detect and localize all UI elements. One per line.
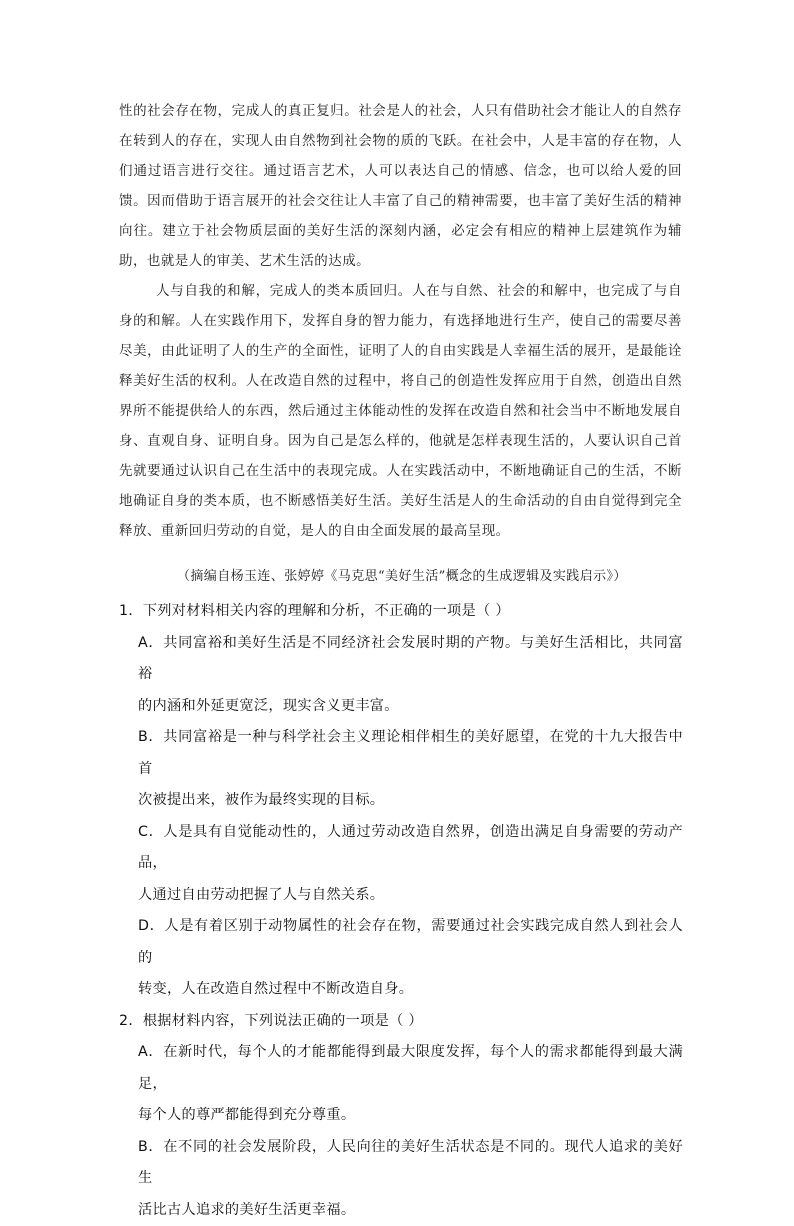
option-text: B．在不同的社会发展阶段，人民向往的美好生活状态是不同的。现代人追求的美好生 [138, 1139, 683, 1187]
question-stem: 2．根据材料内容，下列说法正确的一项是（ ） [119, 1006, 709, 1038]
option-text: A．在新时代，每个人的才能都能得到最大限度发挥，每个人的需求都能得到最大满足， [138, 1044, 683, 1092]
passage-paragraph-1: 性的社会存在物，完成人的真正复归。社会是人的社会，人只有借助社会才能让人的自然存在转到人的存在，实现人由自然物到社会物的质的飞跃。在社会中，人是丰富的存在物，人们通过语言进行交往。通过语言艺术，人可以表达自己的情感、信念，也可以给人爱的回馈。因而借助于语言展开的社会交往让人丰富了自己的精神需要，也丰富了美好生活的精神向往。建立于社会物质层面的美好生活的深刻内涵，必定会有相应的精神上层建筑作为辅助，也就是人的审美、艺术生活的达成。 [119, 96, 682, 276]
option-a [138, 1037, 683, 1132]
option-a [138, 628, 683, 723]
option-text-continued: 活比古人追求的美好生活更幸福。 [138, 1195, 683, 1226]
option-text-continued: 人通过自由劳动把握了人与自然关系。 [138, 880, 683, 912]
question-stem: 1．下列对材料相关内容的理解和分析，不正确的一项是（ ） [119, 596, 709, 628]
option-text-continued: 每个人的尊严都能得到充分尊重。 [138, 1100, 683, 1132]
option-b [138, 1132, 683, 1226]
questions-section [119, 596, 709, 1226]
option-d [138, 911, 683, 1006]
reading-passage [119, 96, 682, 546]
source-citation: （摘编自杨玉连、张婷婷《马克思“美好生活”概念的生成逻辑及实践启示》） [177, 565, 697, 584]
option-text: D．人是有着区别于动物属性的社会存在物，需要通过社会实践完成自然人到社会人的 [138, 918, 683, 966]
question-1 [119, 596, 709, 1006]
question-2 [119, 1006, 709, 1226]
option-b [138, 722, 683, 817]
option-text-continued: 次被提出来，被作为最终实现的目标。 [138, 785, 683, 817]
passage-paragraph-2: 人与自我的和解，完成人的类本质回归。人在与自然、社会的和解中，也完成了与自身的和解。人在实践作用下，发挥自身的智力能力，有选择地进行生产，使自己的需要尽善尽美，由此证明了人的生产的全面性，证明了人的自由实践是人幸福生活的展开，是最能诠释美好生活的权利。人在改造自然的过程中，将自己的创造性发挥应用于自然，创造出自然界所不能提供给人的东西，然后通过主体能动性的发挥在改造自然和社会当中不断地发展自身、直观自身、证明自身。因为自己是怎么样的，他就是怎样表现生活的，人要认识自己首先就要通过认识自己在生活中的表现完成。人在实践活动中，不断地确证自己的生活，不断地确证自身的类本质，也不断感悟美好生活。美好生活是人的生命活动的自由自觉得到完全释放、重新回归劳动的自觉，是人的自由全面发展的最高呈现。 [119, 276, 682, 546]
option-text: C．人是具有自觉能动性的，人通过劳动改造自然界，创造出满足自身需要的劳动产品， [138, 824, 683, 872]
option-text-continued: 的内涵和外延更宽泛，现实含义更丰富。 [138, 691, 683, 723]
option-c [138, 817, 683, 912]
option-text: A．共同富裕和美好生活是不同经济社会发展时期的产物。与美好生活相比，共同富裕 [138, 635, 683, 683]
option-text: B．共同富裕是一种与科学社会主义理论相伴相生的美好愿望，在党的十九大报告中首 [138, 729, 683, 777]
option-text-continued: 转变，人在改造自然过程中不断改造自身。 [138, 974, 683, 1006]
